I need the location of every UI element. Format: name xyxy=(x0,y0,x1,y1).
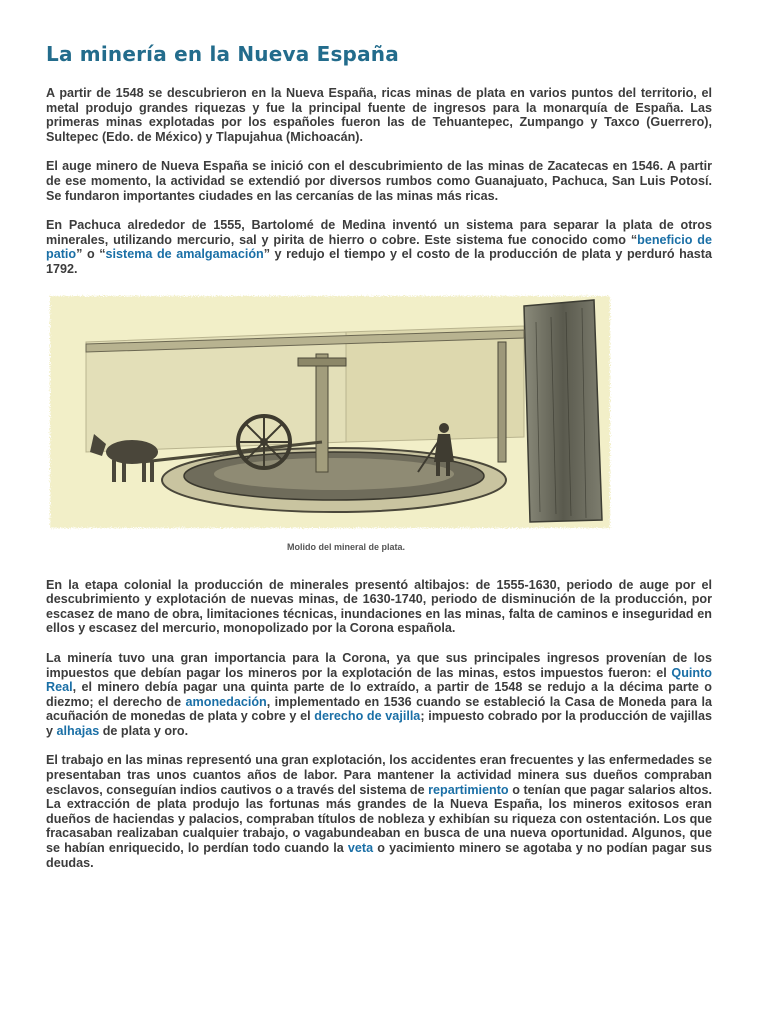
link-alhajas[interactable]: alhajas xyxy=(56,723,100,738)
link-amonedacion[interactable]: amonedación xyxy=(185,694,267,709)
paragraph-2: El auge minero de Nueva España se inició con el descubrimiento de las minas de Zacatecas en 1546. A partir de ese momento, la actividad se extendió por diversos rumbos como Guanajuato, Pachuca, San Luis Potosí. Se fundaron importantes ciudades en las cercanías de las minas más ricas. xyxy=(46,159,712,203)
link-sistema-de-amalgamacion[interactable]: sistema de amalgamación xyxy=(105,247,264,262)
article xyxy=(46,42,712,885)
link-beneficio-de-patio[interactable]: beneficio de patio xyxy=(46,232,713,262)
link-veta[interactable]: veta xyxy=(347,841,374,856)
silver-grinding-engraving xyxy=(46,292,614,532)
figure-caption: Molido del mineral de plata. xyxy=(286,541,406,552)
paragraph-1: A partir de 1548 se descubrieron en la Nueva España, ricas minas de plata en varios puntos del territorio, el metal produjo grandes riquezas y fue la principal fuente de ingresos para la monarquía de España. Las primeras minas explotadas por los españoles fueron las de Tehuantepec, Zumpango y Taxco (Guerrero), Sultepec (Edo. de México) y Tlapujahua (Michoacán). xyxy=(46,86,712,144)
paragraph-4: En la etapa colonial la producción de minerales presentó altibajos: de 1555-1630, periodo de auge por el descubrimiento y explotación de nuevas minas, de 1630-1740, periodo de disminución de la producción, por escasez de mano de obra, limitaciones técnicas, inundaciones en las minas, falta de caminos e inseguridad en ellos y escasez del mercurio, monopolizado por la Corona española. xyxy=(46,577,712,636)
engraving-figure xyxy=(46,292,614,532)
page-title: La minería en la Nueva España xyxy=(46,42,399,66)
link-derecho-de-vajilla[interactable]: derecho de vajilla xyxy=(314,709,421,724)
paragraph-3: En Pachuca alrededor de 1555, Bartolomé de Medina inventó un sistema para separar la plata de otros minerales, utilizando mercurio, sal y pirita de hierro o cobre. Este sistema fue conocido como “beneficio de patio” o “sistema de amalgamación” y redujo el tiempo y el costo de la producción de plata y perduró hasta 1792. xyxy=(46,218,713,276)
link-quinto-real[interactable]: Quinto Real xyxy=(46,665,712,695)
link-repartimiento[interactable]: repartimiento xyxy=(428,782,509,797)
paragraph-6: El trabajo en las minas representó una gran explotación, los accidentes eran frecuentes y las enfermedades se presentaban tras unos cuantos años de labor. Para mantener la actividad minera sus dueños compraban esclavos, conseguían indios cautivos o a través del sistema de repartimiento o tenían que pagar salarios altos. La extracción de plata produjo las fortunas más grandes de la Nueva España, los mineros exitosos eran dueños de haciendas y palacios, compraban títulos de nobleza y exhibían su riqueza con ostentación. Los que fracasaban realizaban cualquier trabajo, o vagabundeaban en busca de una nueva oportunidad. Algunos, que se habían enriquecido, lo perdían todo cuando la veta o yacimiento minero se agotaba y no podían pagar sus deudas. xyxy=(46,753,712,870)
paragraph-5: La minería tuvo una gran importancia para la Corona, ya que sus principales ingresos provenían de los impuestos que debían pagar los mineros por la explotación de las minas, estos impuestos fueron: el Quinto Real, el minero debía pagar una quinta parte de lo extraído, a partir de 1548 se redujo a la décima parte o diezmo; el derecho de amonedación, implementado en 1536 cuando se estableció la Casa de Moneda para la acuñación de monedas de plata y cobre y el derecho de vajilla; impuesto cobrado por la producción de vajillas y alhajas de plata y oro. xyxy=(46,650,712,738)
